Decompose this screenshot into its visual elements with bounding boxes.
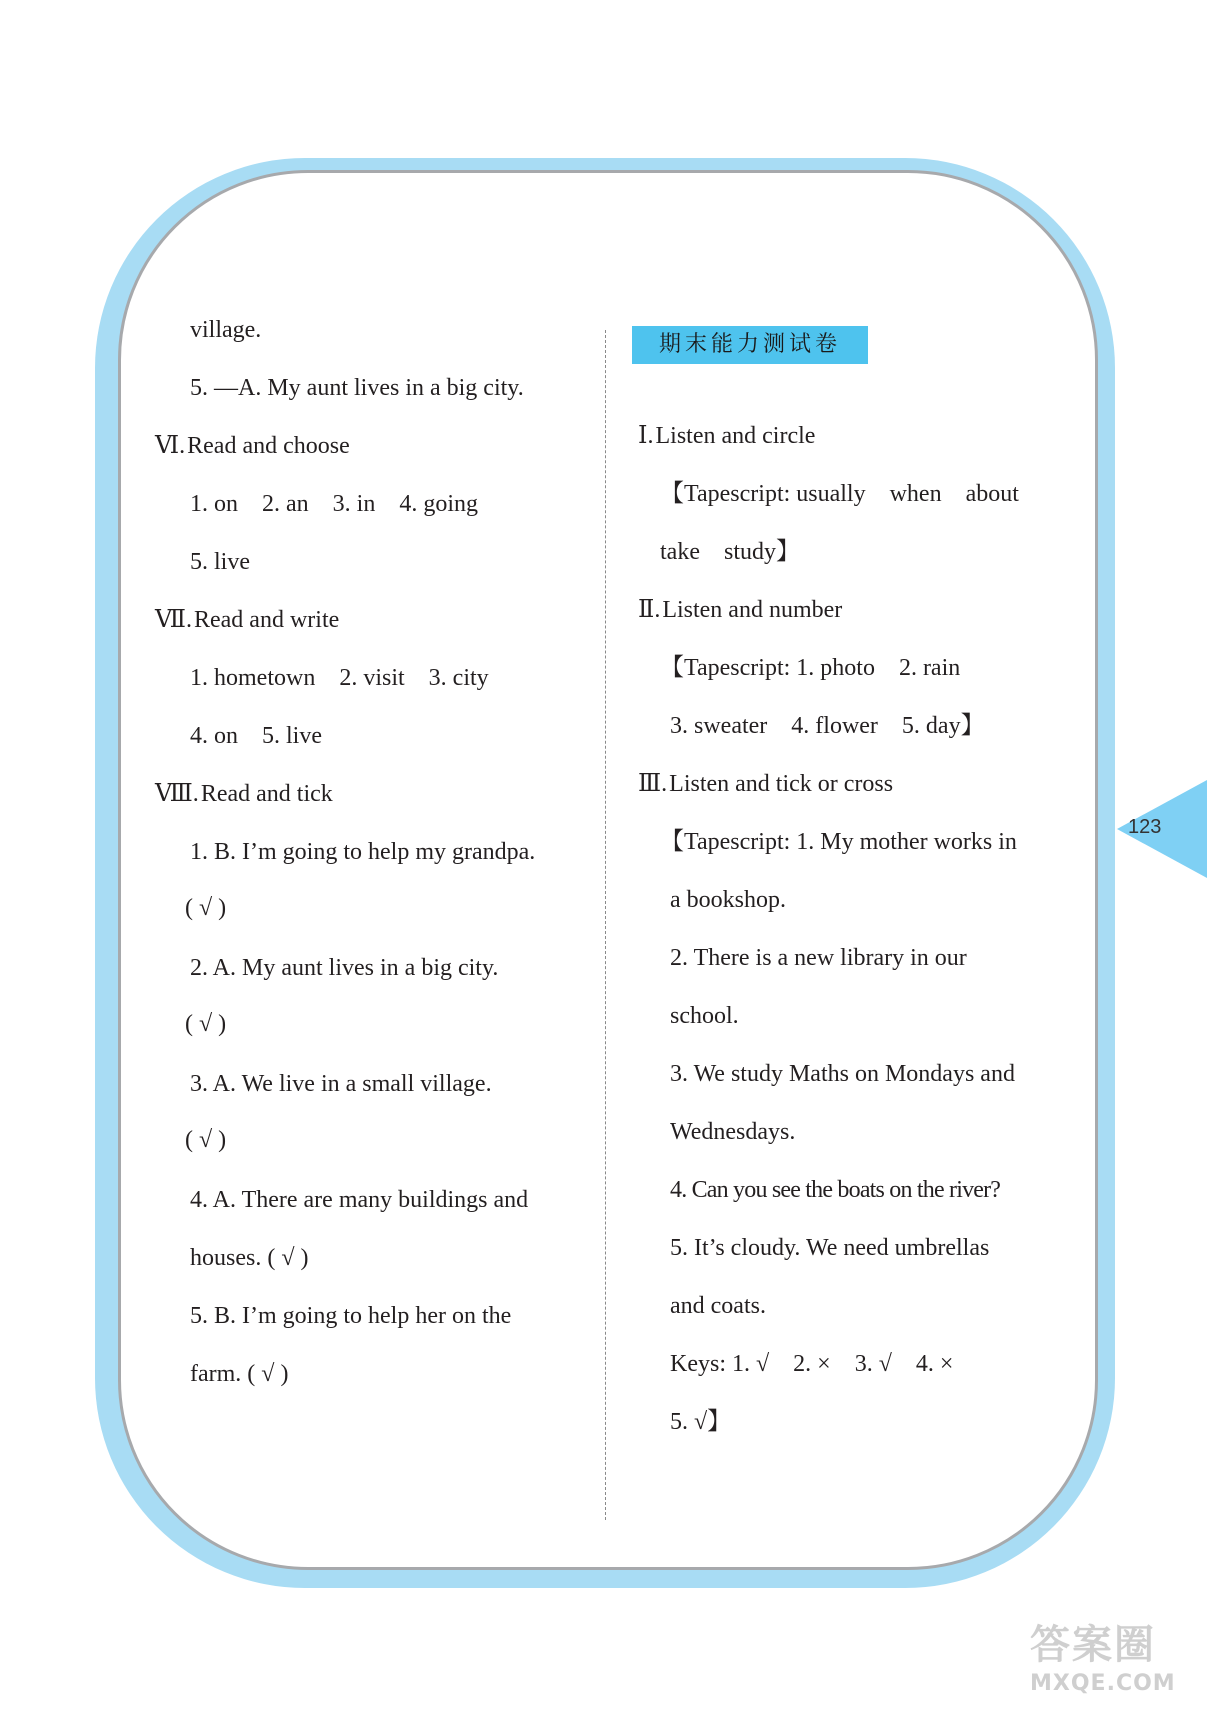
column-divider bbox=[605, 330, 606, 1520]
answer-line: ( √ ) bbox=[185, 1127, 227, 1153]
answer-line: 1. on 2. an 3. in 4. going bbox=[190, 491, 478, 517]
tapescript-line: 3. sweater 4. flower 5. day】 bbox=[670, 713, 985, 739]
answer-keys-line: 5. √】 bbox=[670, 1409, 732, 1435]
section-heading-2 bbox=[638, 595, 842, 625]
answer-line: farm. ( √ ) bbox=[190, 1361, 289, 1387]
tapescript-line: 【Tapescript: 1. photo 2. rain bbox=[660, 655, 961, 681]
exam-title-banner: 期末能力测试卷 bbox=[632, 326, 868, 364]
answer-line: 4. on 5. live bbox=[190, 723, 322, 749]
section-heading-6 bbox=[155, 431, 350, 461]
answer-line: village. bbox=[190, 317, 262, 343]
watermark-logo: 答案圈 bbox=[1030, 1622, 1156, 1668]
answer-line: 1. B. I’m going to help my grandpa. bbox=[190, 839, 536, 865]
answer-line: 4. A. There are many buildings and bbox=[190, 1187, 529, 1213]
page-number: 123 bbox=[1128, 816, 1162, 838]
tapescript-line: 【Tapescript: 1. My mother works in bbox=[660, 829, 1017, 855]
answer-line: ( √ ) bbox=[185, 1011, 227, 1037]
watermark-site: MXQE.COM bbox=[1030, 1671, 1176, 1696]
tapescript-line: 5. It’s cloudy. We need umbrellas bbox=[670, 1235, 990, 1261]
section-heading-7 bbox=[155, 605, 339, 635]
answer-line: 5. B. I’m going to help her on the bbox=[190, 1303, 512, 1329]
answer-line: 2. A. My aunt lives in a big city. bbox=[190, 955, 499, 981]
section-number: Ⅰ. bbox=[638, 423, 654, 449]
section-title: Listen and circle bbox=[655, 423, 816, 449]
section-number: Ⅶ. bbox=[155, 607, 192, 633]
tapescript-line: a bookshop. bbox=[670, 887, 786, 913]
tapescript-line: 4. Can you see the boats on the river? bbox=[670, 1177, 1001, 1203]
section-number: Ⅵ. bbox=[155, 433, 186, 459]
section-title: Listen and tick or cross bbox=[669, 771, 894, 797]
tapescript-line: 3. We study Maths on Mondays and bbox=[670, 1061, 1015, 1087]
watermark bbox=[1030, 1620, 1205, 1710]
tapescript-line: and coats. bbox=[670, 1293, 766, 1319]
section-heading-8 bbox=[155, 779, 333, 809]
section-heading-3 bbox=[638, 769, 893, 799]
answer-line: 1. hometown 2. visit 3. city bbox=[190, 665, 489, 691]
section-number: Ⅷ. bbox=[155, 781, 199, 807]
tapescript-line: 2. There is a new library in our bbox=[670, 945, 967, 971]
section-number: Ⅱ. bbox=[638, 597, 661, 623]
tapescript-line: take study】 bbox=[660, 539, 800, 565]
section-title: Read and choose bbox=[187, 433, 350, 459]
section-title: Read and tick bbox=[200, 781, 333, 807]
answer-line: houses. ( √ ) bbox=[190, 1245, 309, 1271]
answer-keys-line: Keys: 1. √ 2. × 3. √ 4. × bbox=[670, 1351, 954, 1377]
section-number: Ⅲ. bbox=[638, 771, 668, 797]
tapescript-line: school. bbox=[670, 1003, 739, 1029]
answer-line: 5. live bbox=[190, 549, 250, 575]
section-heading-1 bbox=[638, 421, 815, 451]
answer-line: 3. A. We live in a small village. bbox=[190, 1071, 492, 1097]
tapescript-line: Wednesdays. bbox=[670, 1119, 796, 1145]
answer-line: ( √ ) bbox=[185, 895, 227, 921]
section-title: Read and write bbox=[193, 607, 340, 633]
tapescript-line: 【Tapescript: usually when about bbox=[660, 481, 1019, 507]
section-title: Listen and number bbox=[662, 597, 843, 623]
answer-line: 5. —A. My aunt lives in a big city. bbox=[190, 375, 524, 401]
